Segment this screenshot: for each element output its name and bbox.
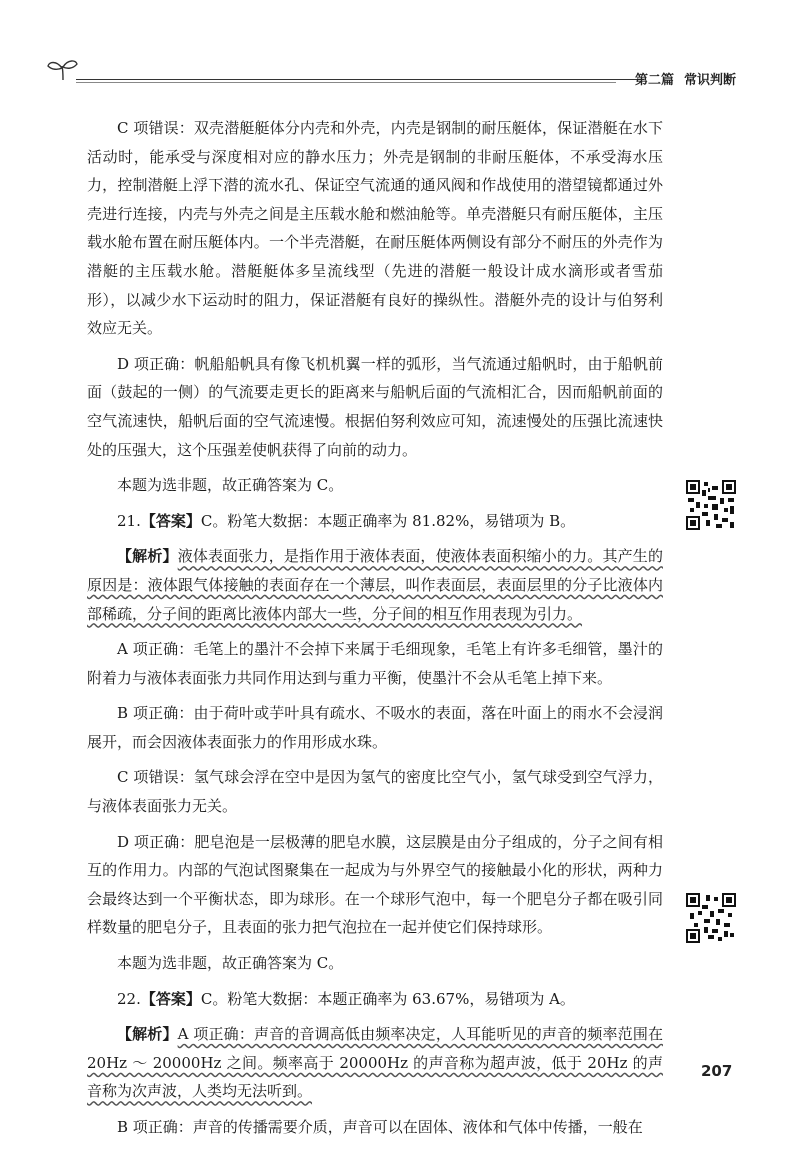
q21-analysis-text: 液体表面张力，是指作用于液体表面，使液体表面积缩小的力。其产生的原因是：液体跟气体接触的表面存在一个薄层，叫作表面层，表面层里的分子比液体内部稀疏，分子间的距离比液体内部大一些，分子间的相互作用表现为引力。 xyxy=(87,547,663,623)
q22-answer xyxy=(87,985,663,1014)
q21-analysis xyxy=(87,542,663,628)
q22-analysis xyxy=(87,1020,663,1106)
q21-option-b: B 项正确：由于荷叶或芋叶具有疏水、不吸水的表面，落在叶面上的雨水不会浸润展开，而会因液体表面张力的作用形成水珠。 xyxy=(87,704,663,751)
section-title xyxy=(635,69,736,88)
q21-answer xyxy=(87,507,663,536)
q22-option-b: B 项正确：声音的传播需要介质，声音可以在固体、液体和气体中传播，一般在 xyxy=(117,1118,643,1136)
paragraph-option-c: C 项错误：双壳潜艇艇体分内壳和外壳，内壳是钢制的耐压艇体，保证潜艇在水下活动时，能承受与深度相对应的静水压力；外壳是钢制的非耐压艇体，不承受海水压力，控制潜艇上浮下潜的流水孔、保证空气流通的通风阀和作战使用的潜望镜都通过外壳进行连接，内壳与外壳之间是主压载水舱和燃油舱等。单壳潜艇只有耐压艇体，主压载水舱布置在耐压艇体内。一个半壳潜艇，在耐压艇体两侧设有部分不耐压的外壳作为潜艇的主压载水舱。潜艇艇体多呈流线型（先进的潜艇一般设计成水滴形或者雪茄形），以减少水下运动时的阻力，保证潜艇有良好的操纵性。潜艇外壳的设计与伯努利效应无关。 xyxy=(87,119,663,338)
page-number: 207 xyxy=(701,1062,733,1080)
q21-option-a: A 项正确：毛笔上的墨汁不会掉下来属于毛细现象，毛笔上有许多毛细管，墨汁的附着力与液体表面张力共同作用达到与重力平衡，使墨汁不会从毛笔上掉下来。 xyxy=(87,640,663,687)
q21-option-d: D 项正确：肥皂泡是一层极薄的肥皂水膜，这层膜是由分子组成的，分子之间有相互的作用力。内部的气泡试图聚集在一起成为与外界空气的接触最小化的形状，两种力会最终达到一个平衡状态，即为球形。在一个球形气泡中，每一个肥皂分子都在吸引同样数量的肥皂分子，且表面的张力把气泡拉在一起并使它们保持球形。 xyxy=(87,832,663,937)
q22-answer-label: 【答案】 xyxy=(140,989,201,1008)
q21-answer-text: C。粉笔大数据：本题正确率为 81.82%，易错项为 B。 xyxy=(200,511,576,530)
sprout-icon xyxy=(46,56,80,82)
page-content xyxy=(87,114,663,1149)
section-label: 常识判断 xyxy=(683,73,736,88)
q21-option-c: C 项错误：氢气球会浮在空中是因为氢气的密度比空气小，氢气球受到空气浮力，与液体表面张力无关。 xyxy=(87,768,663,816)
qr-code-icon[interactable] xyxy=(686,480,736,530)
q21-conclusion: 本题为选非题，故正确答案为 C。 xyxy=(117,954,344,973)
paragraph-conclusion: 本题为选非题，故正确答案为 C。 xyxy=(117,476,344,495)
q22-analysis-text: A 项正确：声音的音调高低由频率决定，人耳能听见的声音的频率范围在 20Hz ～ 20000Hz 之间。频率高于 20000Hz 的声音称为超声波，低于 20Hz 的声音称为次声波，人类均无法听到。 xyxy=(87,1025,663,1101)
q22-analysis-label: 【解析】 xyxy=(117,1025,178,1044)
q21-number: 21. xyxy=(117,511,141,530)
header-rule-thin xyxy=(76,82,616,83)
paragraph-option-d: D 项正确：帆船船帆具有像飞机机翼一样的弧形，当气流通过船帆时，由于船帆前面（鼓起的一侧）的气流要走更长的距离来与船帆后面的气流相汇合，因而船帆前面的空气流速快，船帆后面的空气流速慢。根据伯努利效应可知，流速慢处的压强比流速快处的压强大，这个压强差使帆获得了向前的动力。 xyxy=(87,354,663,459)
header-rule xyxy=(76,79,644,80)
part-label: 第二篇 xyxy=(634,73,674,88)
q22-answer-text: C。粉笔大数据：本题正确率为 63.67%，易错项为 A。 xyxy=(200,989,575,1008)
q21-answer-label: 【答案】 xyxy=(140,511,201,530)
qr-code-icon[interactable] xyxy=(686,893,736,943)
q22-number: 22. xyxy=(117,989,141,1008)
page-header xyxy=(46,56,746,96)
q21-analysis-label: 【解析】 xyxy=(117,547,178,566)
